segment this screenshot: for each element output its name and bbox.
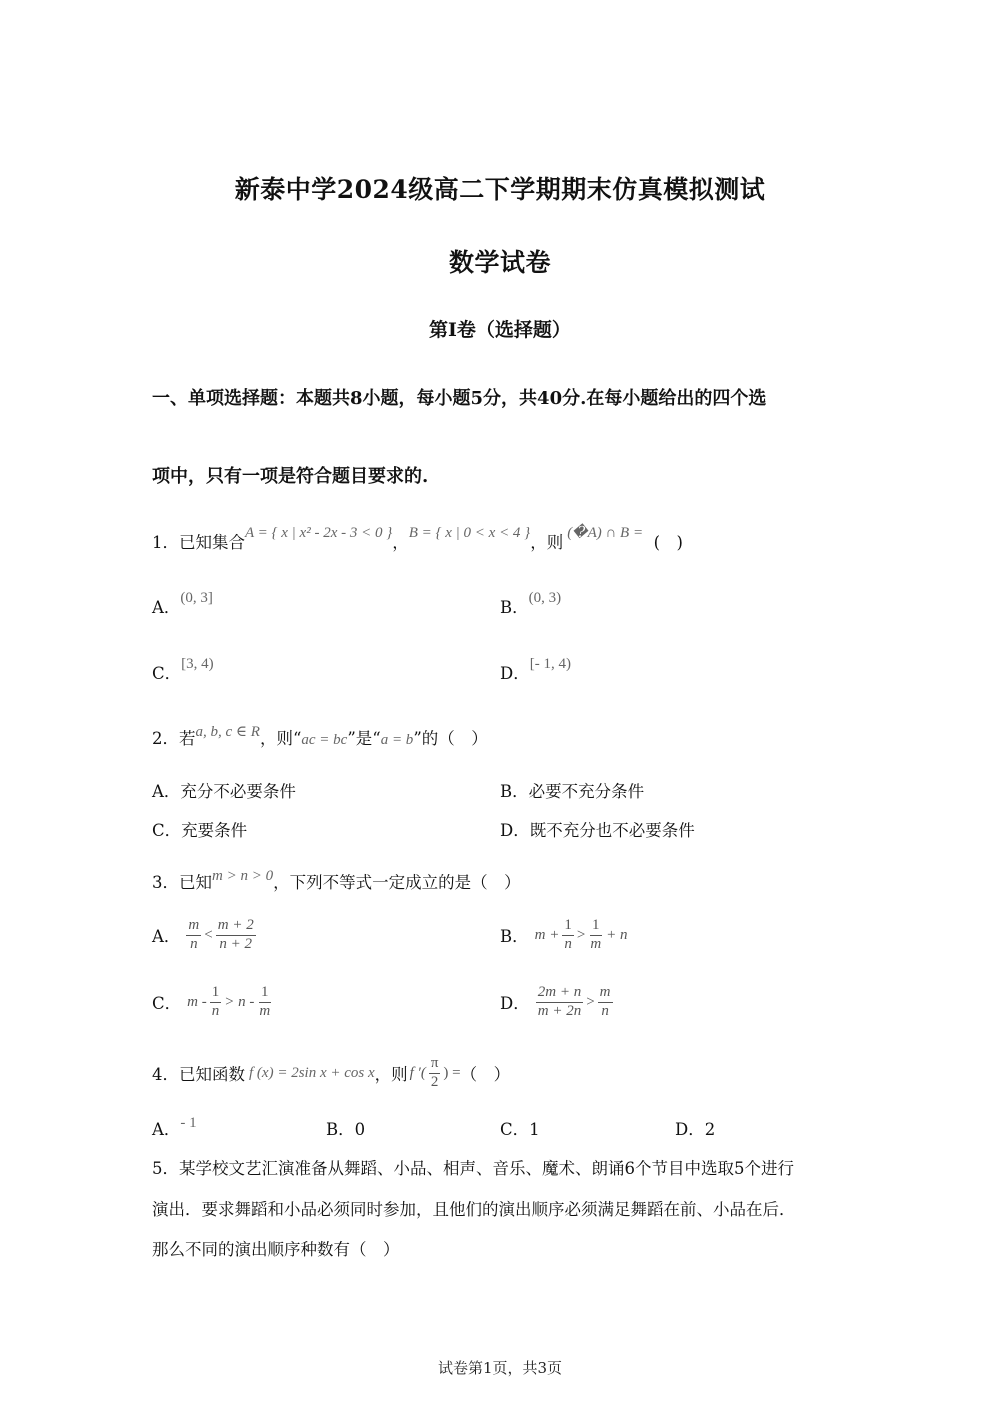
q4-expr-post: ) = [443,1064,461,1081]
q3-prefix: 3．已知 [152,873,212,892]
q3-d-operator: > [586,993,595,1010]
q2-option-c: C．充要条件 [152,821,248,840]
q1-option-d-value: [- 1, 4) [529,656,571,672]
q1-option-a-value: (0, 3] [180,590,213,606]
q2-option-a: A．充分不必要条件 [152,782,296,801]
exam-title: 新泰中学2024级高二下学期期末仿真模拟测试 [234,175,766,204]
q2-mid2: ”是“ [347,729,381,748]
q1-option-d [500,656,571,684]
q3-c-operator: > n - [224,993,255,1010]
q1-prefix: 1．已知集合 [152,533,245,552]
q2-option-b: B．必要不充分条件 [500,782,645,801]
question-1 [152,525,683,553]
q1-option-a [152,590,213,618]
q3-condition: m > n > 0 [212,868,274,884]
q1-option-a-label: A． [152,598,181,617]
q3-option-a [152,918,256,953]
q1-option-b-value: (0, 3) [528,590,562,606]
volume-heading: 第I卷（选择题） [429,319,571,341]
q2-mid1: ，则“ [259,729,302,748]
q3-b-right-numerator: 1 [590,918,602,936]
q3-option-d-label: D． [500,994,530,1014]
q1-comma: ， [392,533,409,552]
q4-option-d: D．2 [675,1120,716,1139]
q3-b-left-denominator: n [564,935,572,952]
q3-d-right-numerator: m [598,985,613,1003]
q3-option-b [500,918,628,953]
q4-option-c: C．1 [500,1120,540,1139]
q4-answer-paren: （ ） [460,1065,511,1085]
question-5-line3: 那么不同的演出顺序种数有（ ） [152,1240,400,1259]
q4-option-a-value: - 1 [180,1115,197,1131]
q1-option-c-label: C． [152,664,182,683]
section-instructions-line1: 一、单项选择题：本题共8小题，每小题5分，共40分.在每小题给出的四个选 [152,388,767,409]
q3-c-prefix: m - [187,993,207,1010]
q3-c-left-denominator: n [211,1002,220,1019]
q3-option-d [500,985,613,1020]
q1-option-c [152,656,214,684]
exam-subject: 数学试卷 [448,248,551,277]
q3-a-left-numerator: m [186,918,201,936]
q2-cond1: ac = bc [301,732,348,748]
q4-pi: π [429,1056,441,1074]
q3-a-right-denominator: n + 2 [219,935,253,952]
question-2 [152,725,488,749]
q1-option-b-label: B． [500,598,529,617]
q4-two: 2 [430,1073,439,1090]
q3-b-left-numerator: 1 [562,918,574,936]
question-5-line2: 演出．要求舞蹈和小品必须同时参加，且他们的演出顺序必须满足舞蹈在前、小品在后． [152,1200,796,1219]
q4-then: ，则 [374,1065,408,1085]
q3-d-left-numerator: 2m + n [536,985,583,1003]
q4-expr-pre: f ′( [409,1064,426,1081]
q3-d-right-denominator: n [601,1002,609,1019]
q2-prefix: 2．若 [152,729,196,748]
q4-function: f (x) = 2sin x + cos x [249,1064,375,1081]
q3-d-left-denominator: m + 2n [537,1002,582,1019]
question-3 [152,869,521,893]
q1-set-b: B = { x | 0 < x < 4 } [408,525,531,541]
q4-option-a-label: A． [152,1120,181,1139]
q2-option-d: D．既不充分也不必要条件 [500,821,695,840]
q3-b-operator: > [576,926,586,943]
q3-a-operator: < [204,926,213,943]
q3-a-left-denominator: n [190,935,198,952]
q3-option-c-label: C． [152,994,182,1014]
q3-b-right-denominator: m [590,935,602,952]
question-5-line1: 5．某学校文艺汇演准备从舞蹈、小品、相声、音乐、魔术、朗诵6个节目中选取5个进行 [152,1159,794,1178]
q3-c-left-numerator: 1 [210,985,222,1003]
q4-option-b: B．0 [326,1120,366,1139]
q1-set-a: A = { x | x² - 2x - 3 < 0 } [245,525,393,541]
q1-option-b [500,590,562,618]
q3-c-right-denominator: m [259,1002,271,1019]
q3-option-c [152,985,272,1020]
q3-option-b-label: B． [500,927,529,947]
q3-b-prefix: m + [534,926,560,943]
q4-prefix: 4．已知函数 [152,1065,245,1085]
q2-vars: a, b, c ∈ R [195,724,260,740]
q1-then: ，则 [530,533,564,552]
q2-cond2: a = b [380,732,414,748]
q3-b-postfix: + n [606,926,628,943]
q3-c-right-numerator: 1 [259,985,271,1003]
question-4 [152,1056,510,1091]
section-instructions-line2: 项中，只有一项是符合题目要求的. [152,466,429,487]
q1-answer-paren: ( ) [653,533,683,552]
q3-option-a-label: A． [152,927,181,947]
q2-suffix: ”的（ ） [413,729,488,748]
q1-expression: (�A) ∩ B = [567,525,644,541]
q3-suffix: ，下列不等式一定成立的是（ ） [273,873,521,892]
q1-option-d-label: D． [500,664,530,683]
page-footer: 试卷第1页，共3页 [437,1359,563,1377]
q1-option-c-value: [3, 4) [181,656,214,672]
q4-option-a [152,1116,197,1140]
q3-a-right-numerator: m + 2 [216,918,256,936]
